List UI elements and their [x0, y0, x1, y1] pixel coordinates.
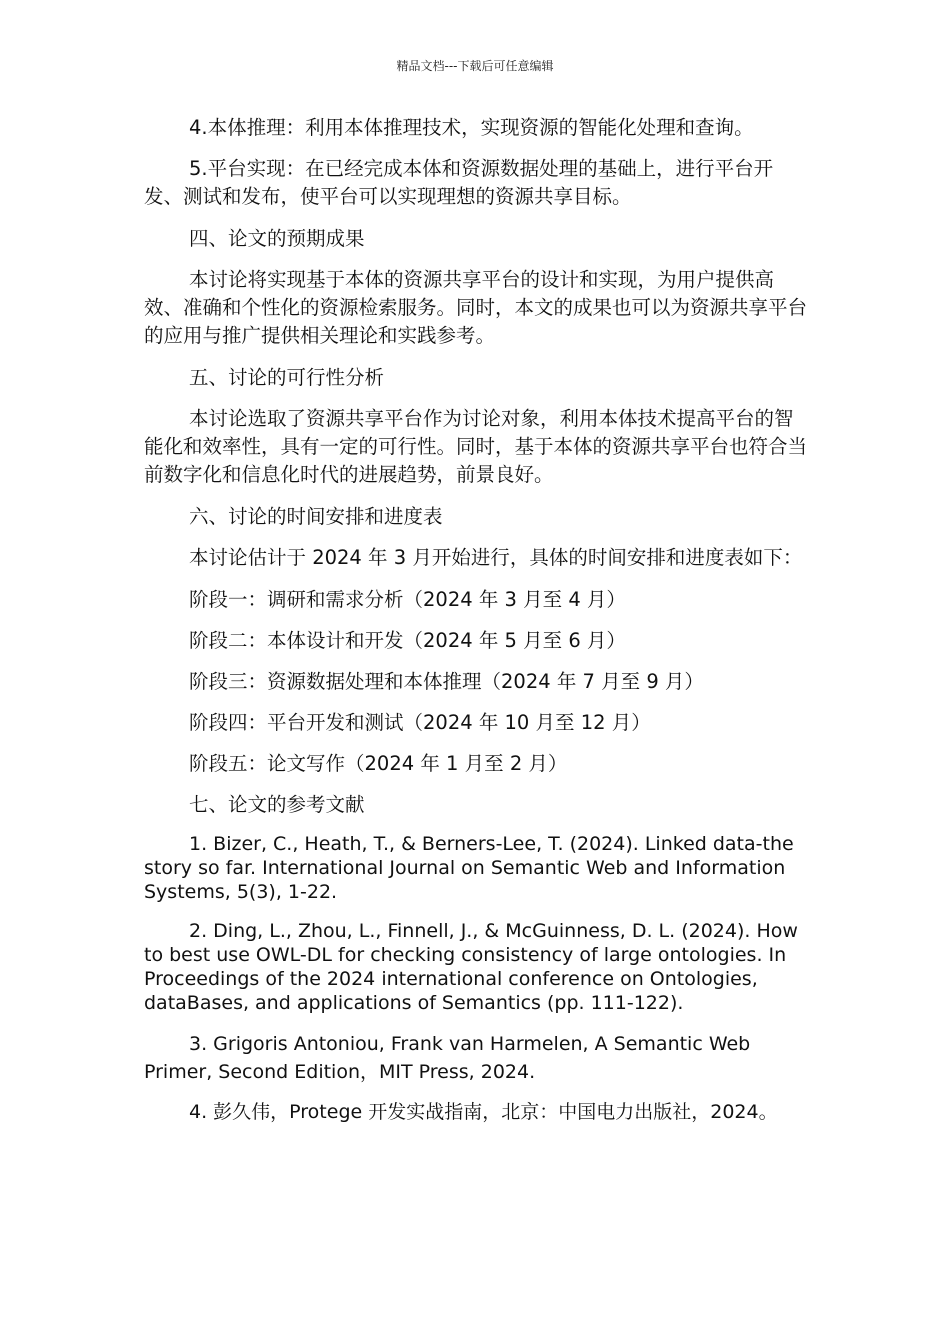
section-heading-schedule: 六、讨论的时间安排和进度表 [189, 505, 443, 528]
paragraph-expected-results: 本讨论将实现基于本体的资源共享平台的设计和实现，为用户提供高效、准确和个性化的资源检索服务。同时，本文的成果也可以为资源共享平台的应用与推广提供相关理论和实践参考。 [144, 268, 808, 347]
paragraph-feasibility: 本讨论选取了资源共享平台作为讨论对象，利用本体技术提高平台的智能化和效率性，具有一定的可行性。同时，基于本体的资源共享平台也符合当前数字化和信息化时代的进展趋势，前景良好。 [144, 407, 808, 486]
schedule-stage-2: 阶段二：本体设计和开发（2024 年 5 月至 6 月） [189, 629, 626, 652]
reference-item: 2. Ding, L., Zhou, L., Finnell, J., & McGuinness, D. L. (2024). How to best use OWL-DL for checking consistency of large ontologies. In Proceedings of the 2024 international conference on Ontologies, dataBases, and applications of Semantics (pp. 111-122). [144, 920, 798, 1014]
item-platform-implementation: 5.平台实现：在已经完成本体和资源数据处理的基础上，进行平台开发、测试和发布，使平台可以实现理想的资源共享目标。 [144, 157, 774, 208]
schedule-stage-4: 阶段四：平台开发和测试（2024 年 10 月至 12 月） [189, 711, 651, 734]
reference-item: 3. Grigoris Antoniou, Frank van Harmelen, A Semantic Web Primer, Second Edition，MIT Press, 2024. [144, 1033, 751, 1083]
section-heading-references: 七、论文的参考文献 [189, 793, 365, 816]
schedule-stage-3: 阶段三：资源数据处理和本体推理（2024 年 7 月至 9 月） [189, 670, 704, 693]
item-ontology-reasoning: 4.本体推理：利用本体推理技术，实现资源的智能化处理和查询。 [189, 116, 754, 139]
paragraph-schedule-intro: 本讨论估计于 2024 年 3 月开始进行，具体的时间安排和进度表如下： [189, 546, 803, 569]
reference-item: 1. Bizer, C., Heath, T., & Berners-Lee, T. (2024). Linked data-the story so far. International Journal on Semantic Web and Information Systems, 5(3), 1-22. [144, 833, 794, 903]
page-header: 精品文档---下载后可任意编辑 [396, 59, 554, 73]
document-body [144, 114, 812, 1138]
schedule-stage-1: 阶段一：调研和需求分析（2024 年 3 月至 4 月） [189, 588, 626, 611]
schedule-stage-5: 阶段五：论文写作（2024 年 1 月至 2 月） [189, 752, 568, 775]
section-heading-expected-results: 四、论文的预期成果 [189, 227, 365, 250]
section-heading-feasibility: 五、讨论的可行性分析 [189, 366, 385, 389]
reference-item: 4. 彭久伟，Protege 开发实战指南，北京：中国电力出版社，2024。 [189, 1101, 778, 1123]
